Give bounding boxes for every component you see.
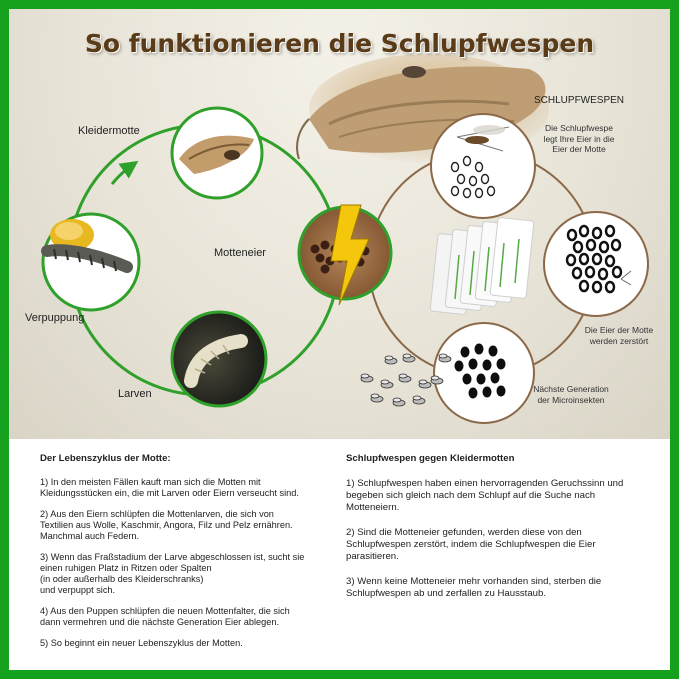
label-next-generation: Nächste Generation der Microinsekten <box>533 384 609 405</box>
life-cycle-heading: Der Lebenszyklus der Motte: <box>40 453 171 464</box>
label-pupation: Verpuppung <box>25 312 85 324</box>
moth-eggs-node <box>299 205 391 305</box>
life-cycle-diagram <box>9 9 670 439</box>
label-eggs-destroyed: Die Eier der Motte werden zerstört <box>584 325 654 346</box>
cycle-arrow <box>112 166 131 184</box>
life-cycle-step-3: 3) Wenn das Fraßstadium der Larve abgeschlossen ist, sucht sie einen ruhigen Platz in Ritzen oder Spalten (in oder außerhalb des Kleiderschranks) und verpuppt sich. <box>40 552 305 595</box>
life-cycle-step-1: 1) In den meisten Fällen kauft man sich die Motten mit Kleidungsstücken ein, die mit Larven oder Eiern verseucht sind. <box>40 477 299 498</box>
life-cycle-step-2: 2) Aus den Eiern schlüpfen die Mottenlarven, die sich von Textilien aus Wolle, Kaschmir, Angora, Filz und Pelz ernähren. Manchmal auch Federn. <box>40 509 293 541</box>
clothes-moth-node <box>172 108 262 198</box>
label-moth-eggs: Motteneier <box>214 247 266 259</box>
wasps-heading: Schlupfwespen gegen Kleidermotten <box>346 453 515 464</box>
life-cycle-step-4: 4) Aus den Puppen schlüpfen die neuen Mottenfalter, die sich dann vermehren und die nächste Generation Eier ablegen. <box>40 606 290 627</box>
product-cards-image <box>430 217 534 314</box>
next-generation-node <box>434 323 534 423</box>
wasps-column <box>346 453 646 613</box>
eggs-destroyed-node <box>544 212 648 316</box>
wasps-step-2: 2) Sind die Motteneier gefunden, werden diese von den Schlupfwespen zerstört, indem die Schlupfwespen die Eier parasitieren. <box>346 527 596 562</box>
larvae-node <box>172 312 266 406</box>
wasp-laying-eggs-node <box>431 114 535 218</box>
life-cycle-column <box>40 453 308 659</box>
label-wasps-header: SCHLUPFWESPEN <box>534 95 625 106</box>
wasps-step-1: 1) Schlupfwespen haben einen hervorragenden Geruchssinn und begeben sich gleich nach dem Schlupf auf die Suche nach Motteneiern. <box>346 478 624 513</box>
wasps-step-3: 3) Wenn keine Motteneier mehr vorhanden sind, sterben die Schlupfwespen ab und zerfallen zu Hausstaub. <box>346 576 602 599</box>
life-cycle-step-5: 5) So beginnt ein neuer Lebenszyklus der Motten. <box>40 638 243 648</box>
label-clothes-moth: Kleidermotte <box>78 125 140 137</box>
infographic-title: So funktionieren die Schlupfwespen <box>84 29 595 58</box>
label-larvae: Larven <box>118 388 152 400</box>
text-panel <box>9 439 670 670</box>
label-eggs-laid: Die Schlupfwespe legt Ihre Eier in die Eier der Motte <box>543 123 615 154</box>
pupation-node <box>43 214 139 310</box>
